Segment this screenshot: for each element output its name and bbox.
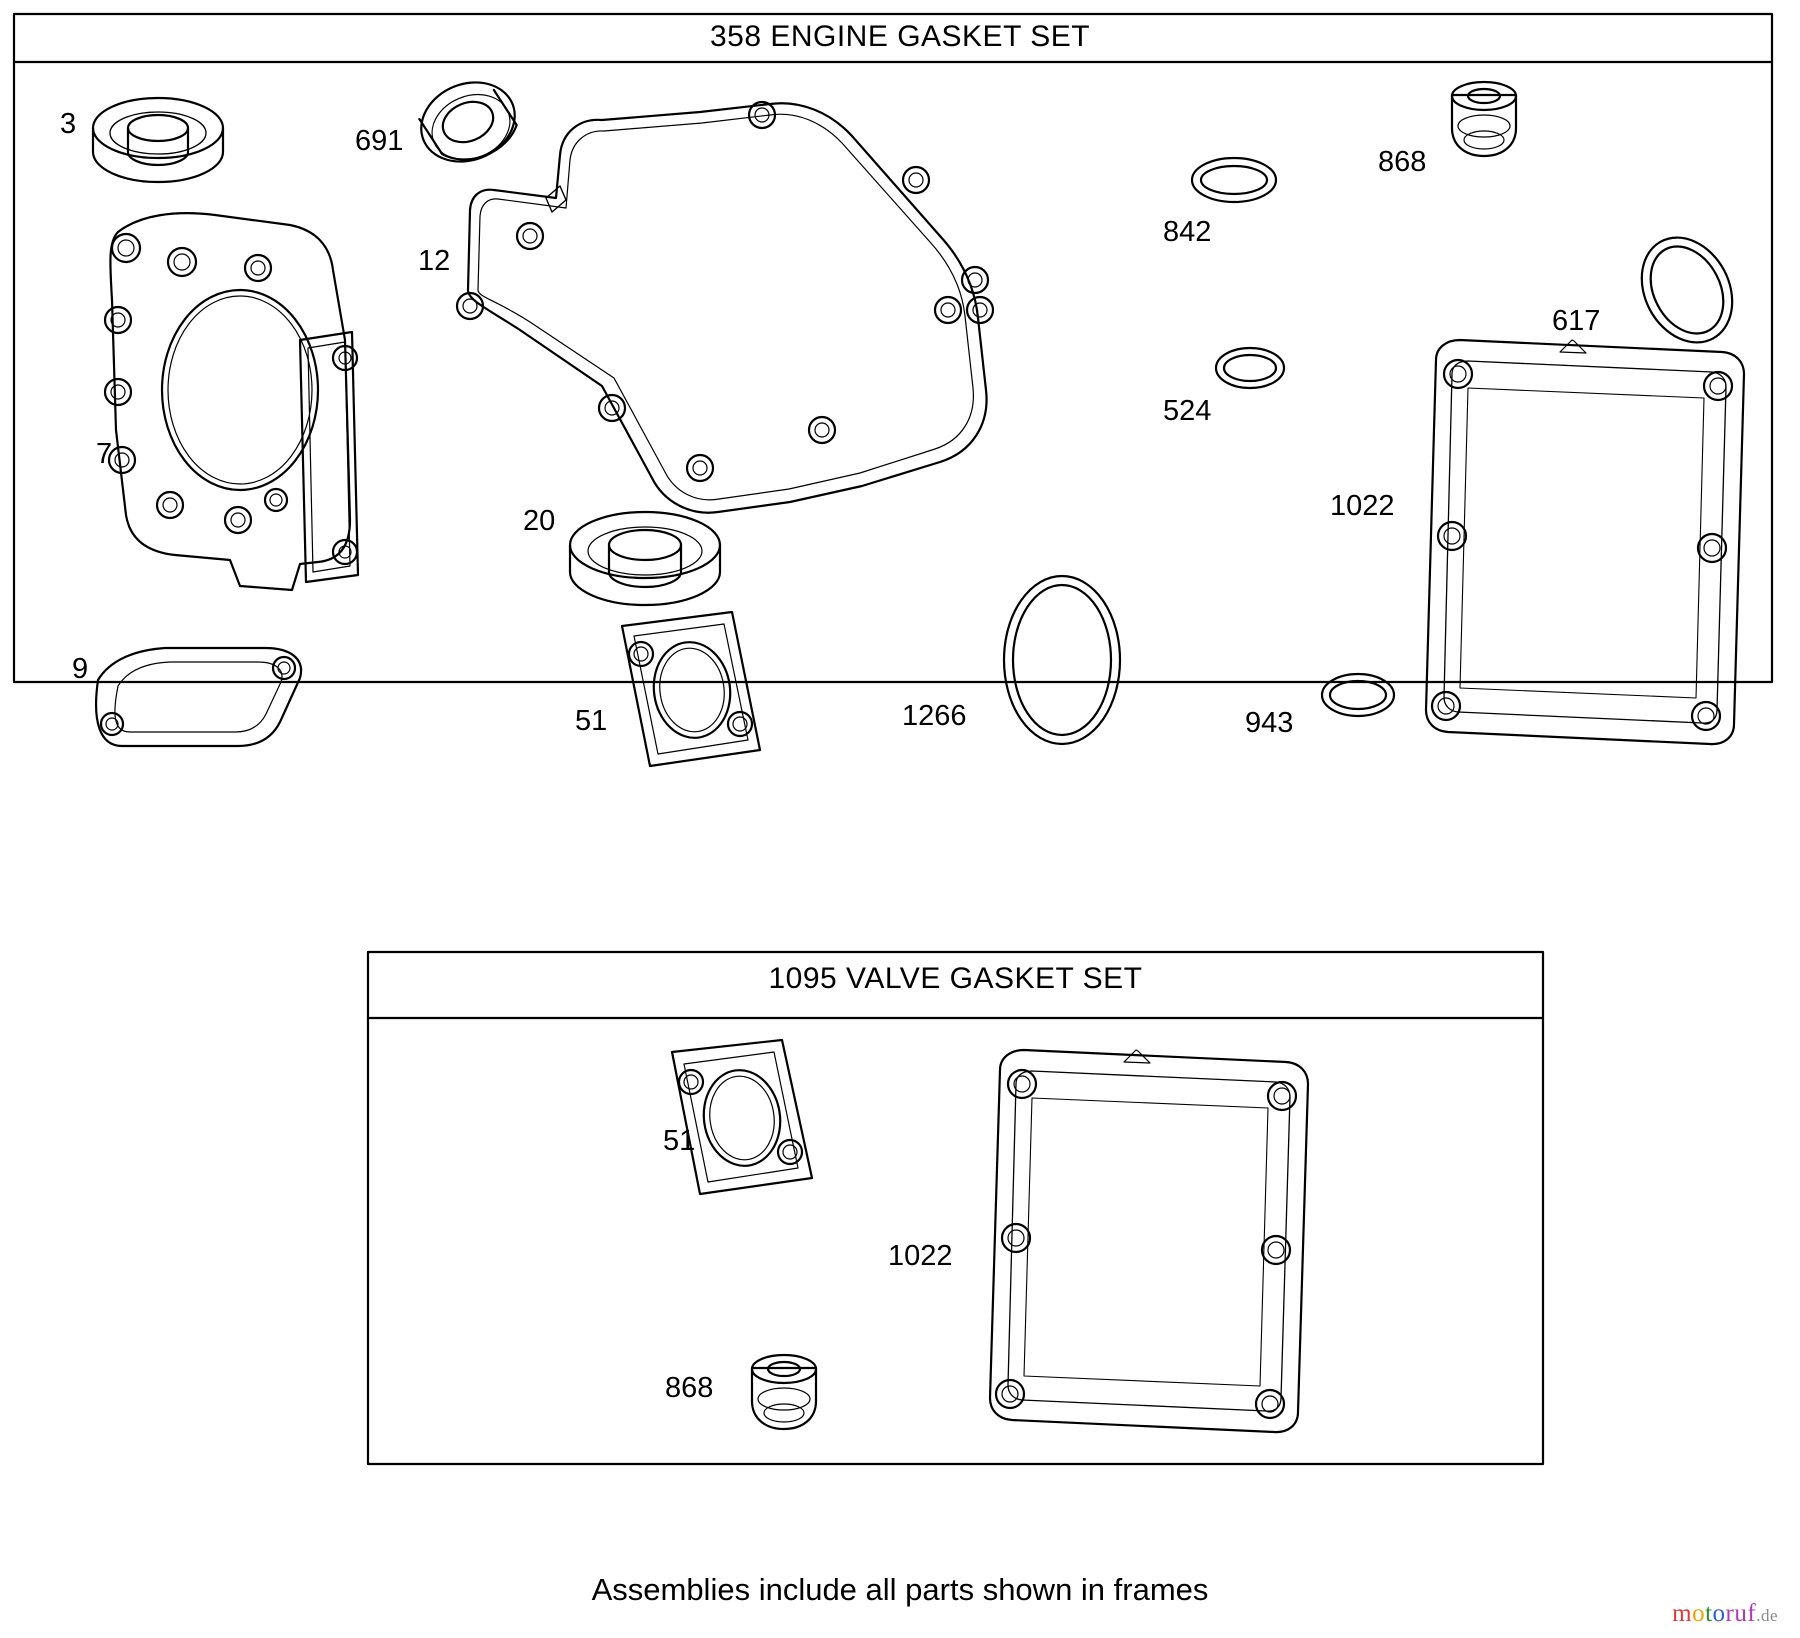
callout-7: 7 xyxy=(96,438,113,470)
watermark-char-3: t xyxy=(1705,1600,1713,1627)
callout-1266: 1266 xyxy=(902,700,967,732)
callout-868-valve: 868 xyxy=(665,1372,714,1404)
footer-note: Assemblies include all parts shown in frames xyxy=(591,1572,1209,1607)
watermark-suffix: .de xyxy=(1756,1606,1778,1625)
callout-842: 842 xyxy=(1163,216,1212,248)
callout-12: 12 xyxy=(418,245,451,277)
watermark-char-4: o xyxy=(1712,1600,1726,1627)
callout-51: 51 xyxy=(575,705,608,737)
callout-943: 943 xyxy=(1245,707,1294,739)
watermark-motoruf xyxy=(1672,1600,1778,1628)
watermark-char-2: o xyxy=(1692,1600,1706,1627)
watermark-char-5: ruf xyxy=(1725,1600,1757,1627)
frame-title-valve-gasket-set: 1095 VALVE GASKET SET xyxy=(768,962,1143,995)
watermark-char-1: m xyxy=(1672,1600,1693,1627)
callout-20: 20 xyxy=(523,505,556,537)
callout-868: 868 xyxy=(1378,146,1427,178)
callout-524: 524 xyxy=(1163,395,1212,427)
frame-title-engine-gasket-set: 358 ENGINE GASKET SET xyxy=(709,20,1091,53)
callout-3: 3 xyxy=(60,108,77,140)
callout-51-valve: 51 xyxy=(663,1125,696,1157)
callout-1022-valve: 1022 xyxy=(888,1240,953,1272)
callout-617: 617 xyxy=(1552,305,1601,337)
callout-9: 9 xyxy=(72,653,89,685)
callout-691: 691 xyxy=(355,125,404,157)
callout-1022: 1022 xyxy=(1330,490,1395,522)
